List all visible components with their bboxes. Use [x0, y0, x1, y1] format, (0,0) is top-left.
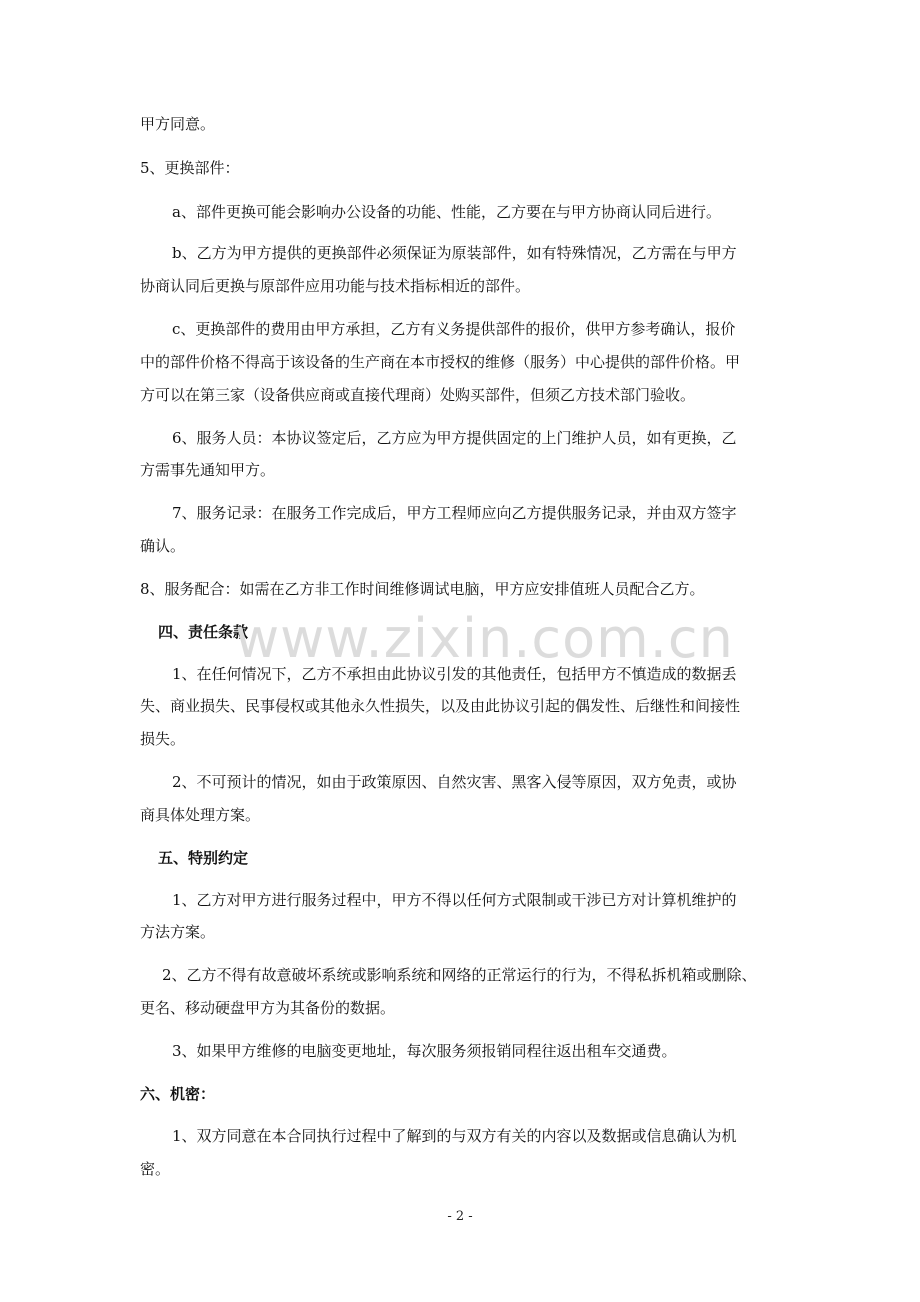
- paragraph-line: a、部件更换可能会影响办公设备的功能、性能，乙方要在与甲方协商认同后进行。: [172, 203, 721, 221]
- paragraph-line: b、乙方为甲方提供的更换部件必须保证为原装部件，如有特殊情况，乙方需在与甲方: [172, 244, 737, 262]
- paragraph-line: 1、在任何情况下，乙方不承担由此协议引发的其他责任，包括甲方不慎造成的数据丢: [172, 665, 737, 683]
- paragraph-line: 7、服务记录：在服务工作完成后，甲方工程师应向乙方提供服务记录，并由双方签字: [172, 504, 737, 522]
- paragraph-line: 1、乙方对甲方进行服务过程中，甲方不得以任何方式限制或干涉已方对计算机维护的: [172, 891, 737, 909]
- section-heading: 四、责任条款: [158, 623, 249, 641]
- watermark: www.zixin.com.cn: [235, 607, 734, 670]
- paragraph-line: 确认。: [140, 537, 186, 555]
- paragraph-line: 2、乙方不得有故意破坏系统或影响系统和网络的正常运行的行为，不得私拆机箱或删除、: [162, 966, 757, 984]
- paragraph-line: 1、双方同意在本合同执行过程中了解到的与双方有关的内容以及数据或信息确认为机: [172, 1127, 737, 1145]
- paragraph-line: 更名、移动硬盘甲方为其备份的数据。: [140, 999, 396, 1017]
- paragraph-line: c、更换部件的费用由甲方承担，乙方有义务提供部件的报价，供甲方参考确认，报价: [172, 320, 736, 338]
- paragraph-line: 密。: [140, 1160, 171, 1178]
- section-heading: 五、特别约定: [158, 849, 249, 867]
- paragraph-line: 3、如果甲方维修的电脑变更地址，每次服务须报销同程往返出租车交通费。: [172, 1042, 677, 1060]
- paragraph-line: 商具体处理方案。: [140, 806, 261, 824]
- paragraph-line: 6、服务人员：本协议签定后，乙方应为甲方提供固定的上门维护人员，如有更换，乙: [172, 429, 737, 447]
- page-number: - 2 -: [447, 1209, 473, 1224]
- paragraph-line: 中的部件价格不得高于该设备的生产商在本市授权的维修（服务）中心提供的部件价格。甲: [140, 353, 741, 371]
- paragraph-line: 方法方案。: [140, 923, 216, 941]
- paragraph-line: 甲方同意。: [140, 115, 216, 133]
- paragraph-line: 2、不可预计的情况，如由于政策原因、自然灾害、黑客入侵等原因，双方免责，或协: [172, 773, 737, 791]
- paragraph-line: 8、服务配合：如需在乙方非工作时间维修调试电脑，甲方应安排值班人员配合乙方。: [140, 580, 705, 598]
- section-heading: 六、机密：: [140, 1085, 216, 1103]
- paragraph-line: 损失。: [140, 730, 186, 748]
- paragraph-line: 方可以在第三家（设备供应商或直接代理商）处购买部件，但须乙方技术部门验收。: [140, 386, 696, 404]
- paragraph-line: 方需事先通知甲方。: [140, 461, 276, 479]
- paragraph-line: 协商认同后更换与原部件应用功能与技术指标相近的部件。: [140, 277, 531, 295]
- paragraph-line: 5、更换部件：: [140, 159, 240, 177]
- paragraph-line: 失、商业损失、民事侵权或其他永久性损失，以及由此协议引起的偶发性、后继性和间接性: [140, 697, 741, 715]
